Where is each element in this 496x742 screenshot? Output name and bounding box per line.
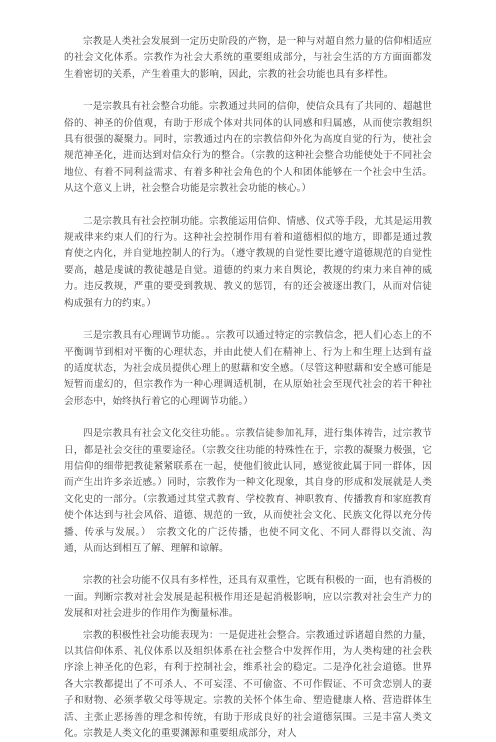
paragraph-intro: 宗教是人类社会发展到一定历史阶段的产物，是一种与对超自然力量的信仰相适应的社会文化体系。宗教作为社会大系统的重要组成部分，与社会生活的方方面面都发生着密切的关系，产生着重大的影响，因此，宗教的社会功能也具有多样性。 xyxy=(64,36,432,80)
paragraph-cultural-function: 四是宗教具有社会文化交往功能。。宗教信徒参加礼拜，进行集体祷告，过宗教节日，都是社会交往的重要途径。（宗教交往功能的特殊性在于，宗教的凝聚力极强，它用信仰的细带把教徒紧紧联系在一起，使他们彼此认同，感觉彼此属于同一群体，因而产生出许多亲近感。）同时，宗教作为一种文化现象，其自身的形成和发展就是人类文化史的一部分。（宗教通过其堂式教育、学校教育、神职教育、传播教育和家庭教育使个体达到与社会风俗、道德、规范的一致，从而使社会文化、民族文化得以充分传播、传承与发展。） 宗教文化的广泛传播，也使不同文化、不同人群得以交流、沟通，从而达到相互了解、理解和谅解。 xyxy=(64,428,432,554)
paragraph-control-function: 二是宗教具有社会控制功能。宗教能运用信仰、情感、仪式等手段，尤其是运用教规戒律来约束人们的行为。这种社会控制作用有着和道德相似的地方，即都是通过教育使之内化，并自觉地控制人的行为。（遵守教规的自觉性要比遵守道德规范的自觉性要高，越是虔诚的教徒越是自觉。道德的约束力来自舆论，教规的约束力来自神的威力。违反教规，严重的要受到教规、教义的惩罚，有的还会被逐出教门，从而对信徒构成强有力的约束。） xyxy=(64,215,432,309)
paragraph-positive-functions: 宗教的积极性社会功能表现为：一是促进社会整合。宗教通过诉诸超自然的力量，以其信仰体系、礼仪体系以及组织体系在社会整合中发挥作用，为人类构建的社会秩序涂上神圣化的色彩，有利于控制社会，维系社会的稳定。二是净化社会道德。世界各大宗教都提出了不可杀人、不可妄淫、不可偷盗、不可作假证、不可贪恋别人的妻子和财物、必须孝敬父母等规定。宗教的关怀个体生命、塑造健康人格、营造群体生活、主张止恶扬善的理念和传统，有助于形成良好的社会道德氛围。三是丰富人类文化。宗教是人类文化的重要渊源和重要组成部分，对人 xyxy=(64,629,432,740)
paragraph-psychological-function: 三是宗教具有心理调节功能。。宗教可以通过特定的宗教信念，把人们心态上的不平衡调节到相对平衡的心理状态，并由此使人们在精神上、行为上和生理上达到有益的适度状态，为社会成员提供心理上的慰藉和安全感。（尽管这种慰藉和安全感可能是短暂而虚幻的，但宗教作为一种心理调适机制，在从原始社会至现代社会的若干种社会形态中，始终执行着它的心理调节功能。） xyxy=(64,330,432,407)
paragraph-duality: 宗教的社会功能不仅具有多样性，还具有双重性，它既有积极的一面，也有消极的一面。判断宗教对社会发展是起积极作用还是起消极影响，应以宗教对社会生产力的发展和对社会进步的作用作为衡量标准。 xyxy=(64,575,432,620)
paragraph-integration-function: 一是宗教具有社会整合功能。宗教通过共同的信仰，使信众具有了共同的、超越世俗的、神圣的价值观，有助于形成个体对共同体的认同感和归属感，从而使宗教组织具有很强的凝聚力。同时，宗教通过内在的宗教信仰外化为高度自觉的行为，使社会规范神圣化，进而达到对信众行为的整合。（宗教的这种社会整合功能使处于不同社会地位、有着不同利益需求、有着多种社会角色的个人和团体能够在一个社会中生活。从这个意义上讲，社会整合功能是宗教社会功能的核心。） xyxy=(64,101,432,195)
document-body xyxy=(64,34,432,742)
